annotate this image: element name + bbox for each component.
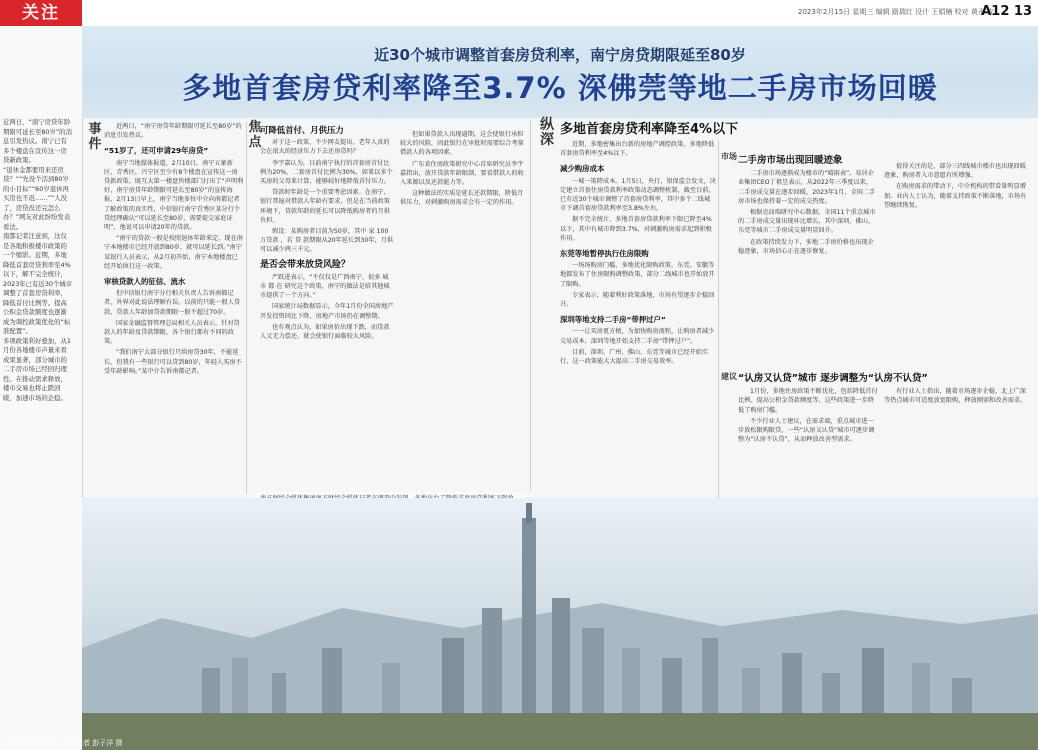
focus-column (260, 120, 394, 343)
market-paragraph: 根据克而瑞研究中心数据，全国11个重点城市的二手房成交量出现环比增长，其中深圳、佛山、东莞等城市二手房成交量明显回升。 (738, 209, 876, 235)
page-number: A12 13 (981, 4, 1032, 19)
event-paragraph: 但中信银行南宁分行相关负责人告诉南都记者，外界对此说法理解有误。以前的只能一般人贷款，贷款人年龄加贷款期限一般不超过70岁。 (104, 290, 241, 316)
column-rule (246, 122, 247, 494)
column-rule (530, 120, 531, 490)
event-paragraph: “我们南宁大部分银行只给房贷30年，不能延长，但我有一些银行可以贷到80岁，年轻人买房不受年龄影响。”某中介告诉南都记者。 (104, 349, 242, 375)
rail-paragraph: “退休金都要用来还房贷？”“先设个活到80岁的小目标”“60岁退休再买房也不迟……”“人没了，房贷没还完怎么办？”网友对此纷纷发表看法。 (3, 165, 71, 231)
event-label: 事件 (88, 122, 102, 152)
focus-paragraph: 假设：某购房者目前为50岁，其中 家 100万贷款 ，若 贷 款期限从20年延长到30年，月供可以减少两三千元。 (260, 228, 394, 254)
trend-subhead: 东莞等地暂停执行住房限购 (560, 249, 649, 259)
trend-paragraph: 一城一策降成本。1月5日，央行、银保监会发文，决定建立首套住房贷款利率政策动态调整机制，截至目前，已有近30个城市调整了首套房贷利率，其中多个二线城市下调首套房贷款利率至3.8%左右。 (560, 177, 716, 213)
focus-paragraph: 这种做法的实质是延长还款期限，降低月供压力，对刺激购房需求会有一定的作用。 (400, 190, 524, 207)
advice-column (738, 370, 1032, 446)
trend-title: 多地首套房贷利率降至4%以下 (560, 122, 739, 137)
event-paragraph: 南宁当地媒体报道，2月10日，南宁五象新区，青秀区，兴宁区至少有8个楼盘在宣传这一房贷新政策。既互大第一楼盘售楼部门打出了“声明利好，南宁房贷年龄期限可延长至80岁”的宣传海报，2月13日早上，南宁当地多位中介向南都记者了解政策的真实性，中信银行南宁青秀区某分行个贷经理确认“可以延长至80岁，需要提交家庭证明”，他说可以申请20年的贷款。 (104, 159, 244, 232)
left-rail (0, 26, 83, 750)
event-subhead: 审核贷款人的征信、流水 (104, 277, 186, 287)
market-title: 二手房市场出现回暖迹象 (738, 155, 843, 166)
market-paragraph: 在购房需求的带动下，中介机构的带看量明显增加。业内人士认为，随着支持政策不断落地，市场有望继续恢复。 (884, 183, 1027, 209)
advice-text-left (738, 387, 878, 446)
focus-label: 焦点 (248, 120, 262, 150)
advice-paragraph: 1月份，多地住房政策不断优化，包括降低首付比例、提高公积金贷款额度等，这些政策进一步降低了购房门槛。 (738, 388, 878, 414)
focus-paragraph: 国家统计局数据显示，今年1月份全国房地产开发投资同比下降，房地产市场仍在调整期。 (260, 303, 394, 320)
section-tag: 关注 (0, 0, 82, 26)
photo-caption: 深圳市城市景观。南都记者 彭子洋 摄 (6, 739, 123, 747)
event-subhead: “51岁了，还可申请29年房贷” (104, 146, 209, 156)
focus-subhead: 是否会带来放贷风险？ (260, 259, 351, 270)
kicker: 近30个城市调整首套房贷利率，南宁房贷期限延至80岁 (374, 46, 746, 64)
headline: 多地首套房贷利率降至3.7% 深佛莞等地二手房市场回暖 (182, 71, 938, 105)
focus-paragraph: 广东省住房政策研究中心首席研究员李宇嘉指出，放开贷款年龄限制，要看借款人的收入来源以及还款能力等。 (400, 160, 524, 187)
focus-column-2 (400, 130, 526, 210)
focus-paragraph: 严跃进表示，“不仅仅是广西南宁，很多 城 市 都 在 研究这个政策，南宁的做法是给其他城市提供了一个方向。” (260, 273, 390, 300)
event-paragraph: 国家金融监督管理总局相关人员表示，针对贷款人的年龄及贷款期限，各个银行都有不同的政策。 (104, 319, 240, 346)
rail-paragraph: 近两日，“南宁房贷年龄期限可延长至80岁”的消息引发热议。南宁已有多个楼盘在宣传这一房贷新政策。 (3, 118, 72, 164)
trend-subhead: 减少购房成本 (560, 164, 605, 174)
focus-paragraph: 也有观点认为，如果房价出现下跌，而贷款人又无力偿还，就会使银行面临较大风险。 (260, 323, 390, 341)
date-line: 2023年2月15日 星期三 编辑 路瑞红 设计 王娟楠 校对 黄永 安 (798, 8, 994, 16)
event-intro: 近两日，“南宁房贷年龄期限可延长至80岁”的消息引发热议。 (104, 123, 242, 140)
focus-paragraph: 李宇嘉认为，目前南宁执行的首套房首付比例为20%，二套房首付比例为30%，如果以多个买房的父母来计算，能够较好地降低首付压力。 (260, 159, 393, 186)
focus-paragraph: 贷款时年龄是一个重要考虑因素。在南宁，银行普遍对借款人年龄有要求，但是在当前政策环境下，贷款年龄的延长可以降低购房者的月供负担。 (260, 189, 390, 224)
rail-paragraph: 多项政策利好叠加，从1月份各地楼市声量来看成果显著，部分城市的二手房市场已经回归理性。在推动需求释放，楼市交易也将止跌回暖，加速市场的企稳。 (3, 336, 71, 402)
market-label: 市场 (721, 152, 737, 161)
masthead (0, 0, 1038, 27)
advice-paragraph: 有行业人士指出，随着市场逐步企稳，北上广深等热点城市可适度放宽限购，释放刚需和改善需求。 (883, 388, 1027, 405)
advice-title: “认房又认贷”城市 逐步调整为“认房不认贷” (738, 373, 928, 384)
market-paragraph: 值得关注的是，部分三四线城市楼市也出现回暖迹象，购房者入市意愿有所增强。 (884, 163, 1026, 180)
rail-paragraph: 南都记者注意到，这仅是各地积极楼市政策的一个缩影。近期，多地降低首套房贷利率至4%以下，解不完全统计，2023年已有近30个城市调整了首套房贷利率，降低首付比例等。提高公积金贷款额度也逐渐成为调控政策优化的“标准配置”。 (3, 232, 73, 335)
advice-paragraph: 不少行业人士建议，在需求端，重点城市进一步放松限购限贷，一些“认房又认贷”城市可逐步调整为“认房不认贷”，从而释放改善型需求。 (738, 417, 875, 444)
market-paragraph: 在政策持续发力下，多地二手房价格也出现企稳迹象，市场信心正在逐步修复。 (738, 238, 874, 255)
trend-column (560, 140, 716, 368)
focus-paragraph: 但如果贷款人出现逾期，这会使银行承担较大的风险，因此银行在审批时需要综合考量借款人的各项因素。 (400, 131, 524, 157)
city-skyline-photo (82, 498, 1038, 750)
focus-paragraph: 对于这一政策，不少网友提出，老年人真的会在很大的经济压力下去还房贷吗？ (260, 139, 390, 156)
event-paragraph: “南宁的贷款一般是按照退休年龄来定。现在南宁本地楼市已经开放到80岁，就可以延长到。”南宁某银行人员表示，从2月初开始，南宁本地楼盘已经开始执行这一政策。 (104, 235, 243, 270)
market-column-2 (884, 162, 1032, 212)
trend-paragraph: 一一让买房更方便，为加快购房流程，让购房者减少交易成本，深圳等地开始支持二手房“带押过户”。 (560, 328, 715, 345)
trend-paragraph: 目前，深圳、广州、佛山、东莞等城市已经开始实行，这一政策能大大提高二手房交易效率。 (560, 348, 709, 366)
focus-subhead: 可降低首付、月供压力 (260, 125, 344, 135)
rail-text (0, 118, 76, 403)
hero-banner (82, 26, 1038, 118)
trend-paragraph: 一场场购房门槛、多地优化限购政策，东莞、安徽等地都发布了住房限购调整政策，部分二线城市也开始放开了限购。 (560, 262, 715, 288)
skyline-illustration (82, 498, 1038, 750)
trend-intro: 近期，多地密集出台新的房地产调控政策，多地降低首套房贷利率至4%以下。 (560, 141, 715, 158)
trend-label: 纵深 (540, 117, 554, 148)
trend-paragraph: 专家表示，随着利好政策落地，市场有望逐步企稳回升。 (560, 291, 715, 309)
market-column (738, 152, 878, 258)
advice-text-right (884, 387, 1030, 407)
trend-paragraph: 据不完全统计，多地首套房贷款利率下限已降至4%以下，其中有城市降到3.7%，对刺激购房需求起到积极作用。 (560, 216, 712, 242)
event-column (104, 122, 244, 378)
advice-label: 建议 (721, 372, 737, 381)
market-paragraph: 二手房市场逐渐成为楼市的“晴雨表”。易居企业集团CEO丁祖昱表示，从2022年三季度以来，二手房成交量在逐步回暖，2023年1月，全国二手房市场也保持着一定的成交热度。 (738, 170, 876, 205)
trend-subhead: 深圳等地支持二手房“带押过户” (560, 315, 666, 325)
